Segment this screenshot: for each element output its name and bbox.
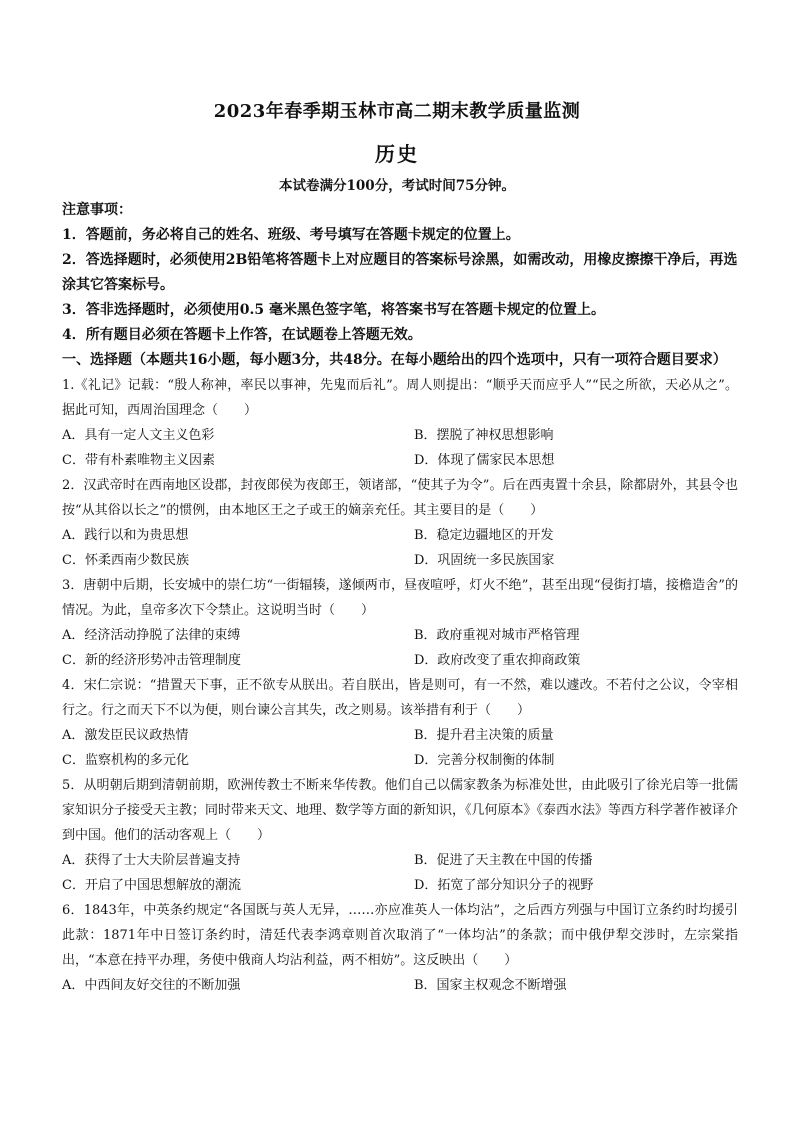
question-3 — [62, 573, 738, 673]
question-4 — [62, 673, 738, 773]
option-c: C．怀柔西南少数民族 — [62, 553, 189, 568]
exam-info: 本试卷满分100分，考试时间75分钟。 — [279, 178, 515, 194]
question-options — [62, 423, 738, 473]
question-options — [62, 623, 738, 673]
option-a: A．激发臣民议政热情 — [62, 728, 189, 743]
option-b: B．提升君主决策的质量 — [414, 728, 554, 743]
question-6 — [62, 898, 738, 998]
section-heading: 一、选择题（本题共16小题，每小题3分，共48分。在每小题给出的四个选项中，只有一项符合题目要求） — [62, 352, 727, 368]
question-stem: 5．从明朝后期到清朝前期，欧洲传教士不断来华传教。他们自己以儒家教条为标准处世，由此吸引了徐光启等一批儒家知识分子接受天主教；同时带来天文、地理、数学等方面的新知识，《几何原本》《泰西水法》等西方科学著作被译介到中国。他们的活动客观上（ ） — [62, 778, 739, 843]
question-2 — [62, 473, 738, 573]
option-a: A．具有一定人文主义色彩 — [62, 428, 215, 443]
notice-heading: 注意事项： — [62, 202, 132, 218]
question-options — [62, 523, 738, 573]
question-options — [62, 848, 738, 898]
subject-title: 历史 — [375, 142, 419, 166]
option-b: B．促进了天主教在中国的传播 — [414, 853, 593, 868]
notice-item: 1．答题前，务必将自己的姓名、班级、考号填写在答题卡规定的位置上。 — [62, 227, 520, 243]
notice-item: 3．答非选择题时，必须使用0.5 毫米黑色签字笔，将答案书写在答题卡规定的位置上。 — [62, 302, 605, 318]
question-stem: 4．宋仁宗说：“措置天下事，正不欲专从朕出。若自朕出，皆是则可，有一不然，难以遽改。不若付之公议，令宰相行之。行之而天下不以为便，则台谏公言其失，改之则易。该举措有利于（ ） — [62, 678, 738, 718]
option-a: A．践行以和为贵思想 — [62, 528, 189, 543]
option-b: B．摆脱了神权思想影响 — [414, 428, 554, 443]
option-b: B．国家主权观念不断增强 — [414, 978, 567, 993]
option-d: D．拓宽了部分知识分子的视野 — [414, 878, 594, 893]
question-1 — [62, 373, 738, 473]
option-d: D．巩固统一多民族国家 — [414, 553, 555, 568]
question-options — [62, 973, 738, 998]
option-d: D．完善分权制衡的体制 — [414, 753, 555, 768]
question-stem: 2．汉武帝时在西南地区设郡，封夜郎侯为夜郎王，领诸部，“使其子为令”。后在西夷置十余县，除都尉外，其县令也按“从其俗以长之”的惯例，由本地区王之子或王的嫡亲充任。其主要目的是（ ） — [62, 478, 738, 518]
question-stem: 6．1843年，中英条约规定“各国既与英人无异，……亦应准英人一体均沾”，之后西方列强与中国订立条约时均援引此款：1871年中日签订条约时，清廷代表李鸿章则首次取消了“一体均沾”的条款；而中俄伊犁交涉时，左宗棠指出，“本意在持平办理，务使中俄商人均沾利益，两不相妨”。这反映出（ ） — [62, 903, 738, 968]
question-stem: 3．唐朝中后期，长安城中的崇仁坊“一街辐辏，遂倾两市，昼夜喧呼，灯火不绝”，甚至出现“侵街打墙，接檐造舍”的情况。为此，皇帝多次下令禁止。这说明当时（ ） — [62, 578, 738, 618]
option-a: A．中西间友好交往的不断加强 — [62, 978, 241, 993]
question-stem: 1.《礼记》记载：“殷人称神，率民以事神，先鬼而后礼”。周人则提出：“顺乎天而应乎人”“民之所欲，天必从之”。据此可知，西周治国理念（ ） — [62, 378, 738, 418]
option-c: C．监察机构的多元化 — [62, 753, 189, 768]
option-b: B．政府重视对城市严格管理 — [414, 628, 580, 643]
notice-item: 4．所有题目必须在答题卡上作答，在试题卷上答题无效。 — [62, 327, 422, 343]
option-b: B．稳定边疆地区的开发 — [414, 528, 554, 543]
question-options — [62, 723, 738, 773]
notice-item: 2．答选择题时，必须使用2B铅笔将答题卡上对应题目的答案标号涂黑，如需改动，用橡皮擦擦干净后，再选涂其它答案标号。 — [62, 252, 738, 293]
question-5 — [62, 773, 738, 898]
option-c: C．带有朴素唯物主义因素 — [62, 453, 215, 468]
option-c: C．开启了中国思想解放的潮流 — [62, 878, 241, 893]
option-a: A．获得了士大夫阶层普遍支持 — [62, 853, 241, 868]
option-c: C．新的经济形势冲击管理制度 — [62, 653, 241, 668]
option-d: D．体现了儒家民本思想 — [414, 453, 555, 468]
option-a: A．经济活动挣脱了法律的束缚 — [62, 628, 241, 643]
exam-title: 2023年春季期玉林市高二期末教学质量监测 — [213, 101, 581, 122]
notice-section — [62, 198, 738, 998]
option-d: D．政府改变了重农抑商政策 — [414, 653, 581, 668]
